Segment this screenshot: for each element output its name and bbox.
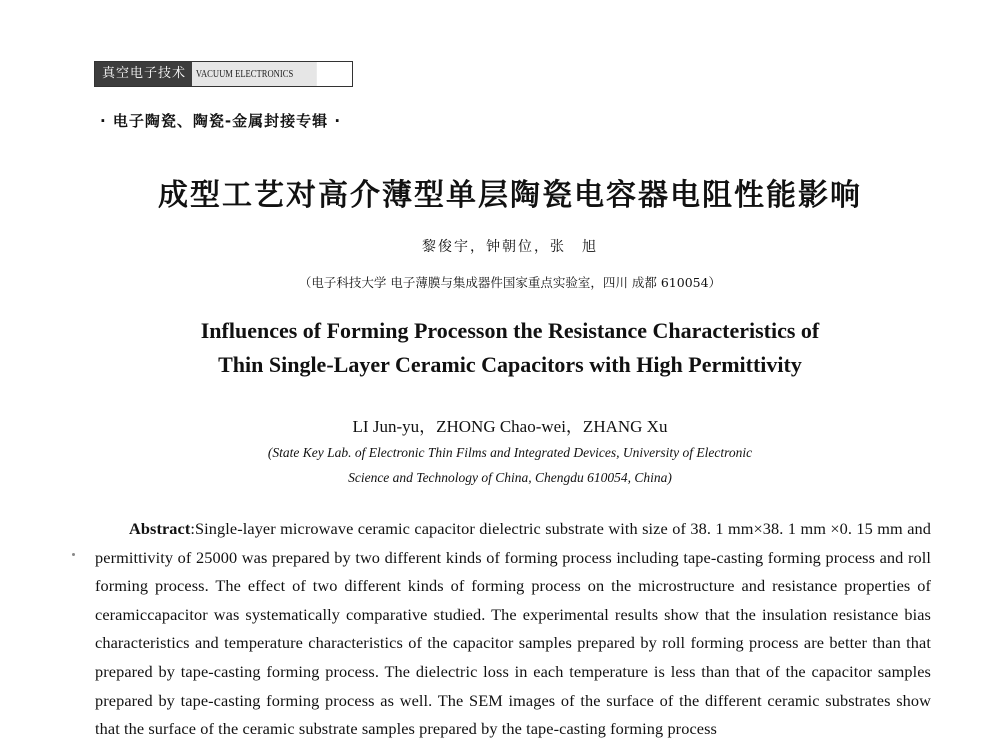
special-issue-tag: · 电子陶瓷、陶瓷-金属封接专辑 · bbox=[100, 112, 342, 130]
scan-dot bbox=[72, 553, 75, 556]
abstract-text: Single-layer microwave ceramic capacitor dielectric substrate with size of 38. 1 mm×38. 1 mm ×0. 15 mm and permittivity of 25000 was prepared by two different kinds of forming process including tape-casting forming process and roll forming process. The effect of two different kinds of forming process on the microstructure and resistance properties of ceramiccapacitor was systematically comparative studied. The experimental results show that the insulation resistance bias characteristics and temperature characteristics of the capacitor samples prepared by roll forming process are better than that prepared by tape-casting forming process. The dielectric loss in each temperature is less than that of the capacitor samples prepared by tape-casting forming process as well. The SEM images of the surface of the different ceramic substrates show that the surface of the ceramic substrate samples prepared by the tape-casting forming process bbox=[95, 519, 931, 739]
abstract-separator: : bbox=[190, 519, 196, 538]
paper-title-en-line2: Thin Single-Layer Ceramic Capacitors with High Permittivity bbox=[218, 352, 802, 377]
authors-cn: 黎俊宇，钟朝位，张 旭 bbox=[422, 239, 598, 255]
affiliation-en bbox=[0, 440, 1000, 490]
affiliation-en-line2: Science and Technology of China, Chengdu 610054, China) bbox=[348, 470, 672, 485]
journal-name-en: VACUUM ELECTRONICS bbox=[192, 62, 317, 86]
paper-title-en-line1: Influences of Forming Processon the Resistance Characteristics of bbox=[200, 318, 820, 343]
journal-name-cn: 真空电子技术 bbox=[95, 62, 192, 86]
paper-title-cn: 成型工艺对高介薄型单层陶瓷电容器电阻性能影响 bbox=[158, 178, 862, 213]
abstract-label: Abstract bbox=[129, 519, 191, 538]
affiliation-cn: （电子科技大学 电子薄膜与集成器件国家重点实验室，四川 成都 610054） bbox=[298, 275, 722, 290]
journal-header-badge bbox=[94, 61, 353, 87]
paper-title-en bbox=[0, 314, 1000, 382]
abstract-paragraph bbox=[95, 515, 931, 744]
affiliation-en-line1: (State Key Lab. of Electronic Thin Films and Integrated Devices, University of Electronic bbox=[267, 445, 753, 460]
authors-en: LI Jun-yu，ZHONG Chao-wei，ZHANG Xu bbox=[352, 417, 668, 436]
